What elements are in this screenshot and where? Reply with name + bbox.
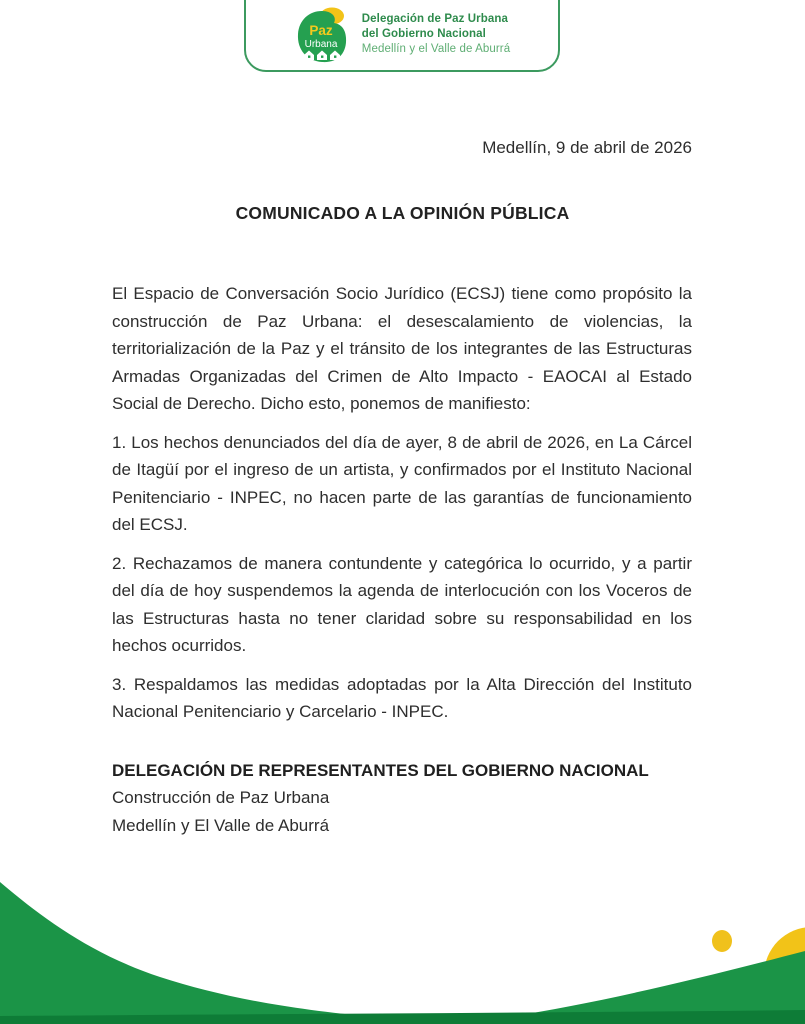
bottom-wave-decoration	[0, 874, 805, 1024]
org-line-1: Delegación de Paz Urbana	[361, 13, 508, 25]
signature-org: Construcción de Paz Urbana	[112, 788, 330, 807]
numbered-item-3: 3. Respaldamos las medidas adoptadas por la Alta Dirección del Instituto Nacional Penitenciario y Carcelario - INPEC.	[112, 674, 692, 721]
numbered-item-2: 2. Rechazamos de manera contundente y categórica lo ocurrido, y a partir del día de hoy suspendemos la agenda de interlocución con los Voceros de las Estructuras hasta no tener claridad sobre su responsabilidad en los hechos ocurridos.	[112, 553, 692, 655]
org-line-2: del Gobierno Nacional	[361, 28, 486, 40]
paz-urbana-logo-icon	[294, 7, 350, 65]
signature-delegation: DELEGACIÓN DE REPRESENTANTES DEL GOBIERNO NACIONAL	[112, 760, 649, 780]
signature-block	[112, 757, 692, 840]
page-title: COMUNICADO A LA OPINIÓN PÚBLICA	[235, 203, 570, 223]
intro-paragraph: El Espacio de Conversación Socio Jurídico (ECSJ) tiene como propósito la construcción de Paz Urbana: el desescalamiento de violencias, la territorialización de la Paz y el tránsito de los integrantes de las Estructuras Armadas Organizadas del Crimen de Alto Impacto - EAOCAI al Estado Social de Derecho. Dicho esto, ponemos de manifiesto:	[112, 284, 692, 413]
logo-houses-icon	[304, 51, 340, 61]
logo-text-urbana: Urbana	[304, 39, 338, 50]
logo-text-paz: Paz	[309, 23, 333, 38]
numbered-item-1: 1. Los hechos denunciados del día de ayer, 8 de abril de 2026, en La Cárcel de Itagüí por el ingreso de un artista, y confirmados por el Instituto Nacional Penitenciario - INPEC, no hacen parte de las garantías de funcionamiento del ECSJ.	[112, 432, 692, 534]
signature-city: Medellín y El Valle de Aburrá	[112, 815, 330, 835]
org-line-3: Medellín y el Valle de Aburrá	[361, 43, 511, 55]
left-hill-shape	[0, 882, 470, 1024]
logo-blob-icon	[294, 7, 350, 65]
yellow-dot-icon	[712, 930, 732, 952]
date-line: Medellín, 9 de abril de 2026	[482, 138, 692, 157]
document-body	[112, 280, 692, 839]
header-badge	[244, 0, 560, 72]
header-org-text	[362, 12, 510, 65]
